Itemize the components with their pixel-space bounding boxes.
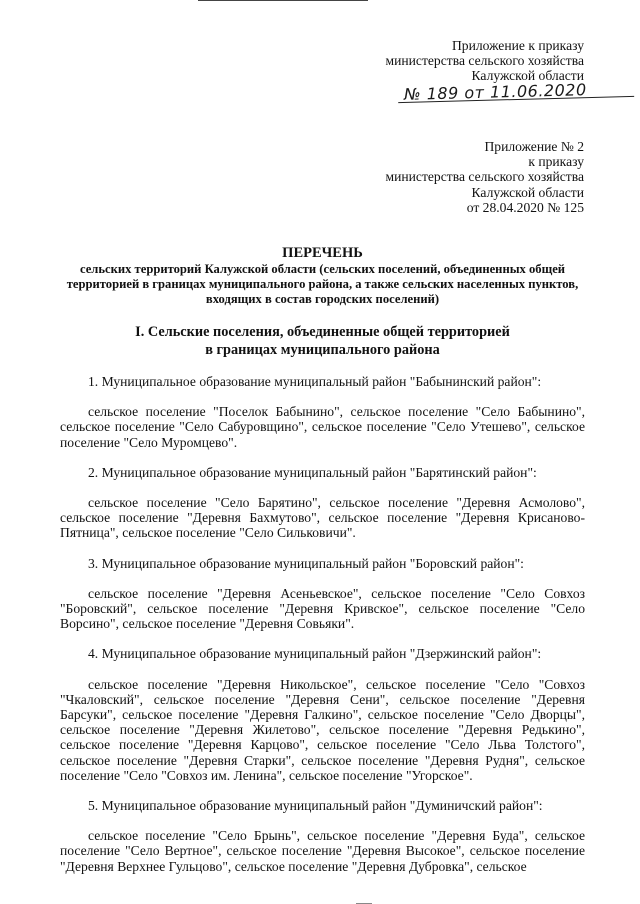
appendix-2-header <box>386 139 585 215</box>
section-heading-line: I. Сельские поселения, объединенные общей территорией <box>135 324 510 340</box>
appendix-2-line: министерства сельского хозяйства <box>385 169 584 185</box>
settlement-list: сельское поселение "Село Барятино", сельское поселение "Деревня Асмолово", сельское поселение "Деревня Бахмутово", сельское поселение "Деревня Крисаново-Пятница", сельское поселение "Село Сильковичи". <box>60 495 585 541</box>
document-title <box>60 244 585 307</box>
appendix-1-line: Калужской области <box>471 68 584 84</box>
appendix-2-line: к приказу <box>528 154 584 170</box>
appendix-2-line: Приложение № 2 <box>484 139 584 154</box>
handwritten-order-number: № 189 от 11.06.2020 <box>398 81 634 103</box>
municipality-heading: 1. Муниципальное образование муниципальный район "Бабынинский район": <box>88 374 542 389</box>
appendix-1-line: Приложение к приказу <box>451 38 584 53</box>
title-sub-line: территорией в границах муниципального района, а также сельских населенных пунктов, <box>66 277 579 291</box>
title-sub-line: сельских территорий Калужской области (сельских поселений, объединенных общей <box>79 262 566 276</box>
municipality-heading: 2. Муниципальное образование муниципальный район "Барятинский район": <box>88 464 537 480</box>
municipality-heading: 5. Муниципальное образование муниципальный район "Думиничский район": <box>88 798 543 814</box>
document-body <box>60 374 585 889</box>
municipality-heading: 4. Муниципальное образование муниципальный район "Дзержинский район": <box>88 646 542 662</box>
appendix-2-line: от 28.04.2020 № 125 <box>466 199 584 215</box>
appendix-1-line: министерства сельского хозяйства <box>385 53 584 69</box>
section-heading <box>60 323 585 359</box>
settlement-list: сельское поселение "Деревня Асеньевское", сельское поселение "Село Совхоз "Боровский", сельское поселение "Деревня Кривское", сельское поселение "Село Ворсино", сельское поселение "Деревня Совьяки". <box>60 585 585 632</box>
settlement-list: сельское поселение "Деревня Никольское", сельское поселение "Село "Совхоз "Чкаловский", сельское поселение "Деревня Сени", сельское поселение "Деревня Барсуки", сельское поселение "Деревня Галкино", сельское поселение "Село Дворцы", сельское поселение "Деревня Жилетово", сельское поселение "Деревня Редькино", сельское поселение "Деревня Карцово", сельское поселение "Село Льва Толстого", сельское поселение "Деревня Старки", сельское поселение "Деревня Рудня", сельское поселение "Село "Совхоз им. Ленина", сельское поселение "Угорское". <box>60 676 585 783</box>
settlement-list: сельское поселение "Поселок Бабынино", сельское поселение "Село Бабынино", сельское поселение "Село Сабуровщино", сельское поселение "Село Утешево", сельское поселение "Село Муромцево". <box>60 404 585 450</box>
settlement-list: сельское поселение "Село Брынь", сельское поселение "Деревня Буда", сельское поселение "Село Вертное", сельское поселение "Деревня Высокое", сельское поселение "Деревня Верхнее Гульцово", сельское поселение "Деревня Дубровка", сельское <box>60 828 585 874</box>
title-main: ПЕРЕЧЕНЬ <box>282 245 363 261</box>
municipality-heading: 3. Муниципальное образование муниципальный район "Боровский район": <box>88 555 524 571</box>
top-edge-line <box>198 0 368 1</box>
title-sub-line: входящих в состав городских поселений) <box>205 292 440 306</box>
section-heading-line: в границах муниципального района <box>205 342 440 358</box>
appendix-2-line: Калужской области <box>471 184 584 200</box>
appendix-1-header <box>386 38 585 84</box>
